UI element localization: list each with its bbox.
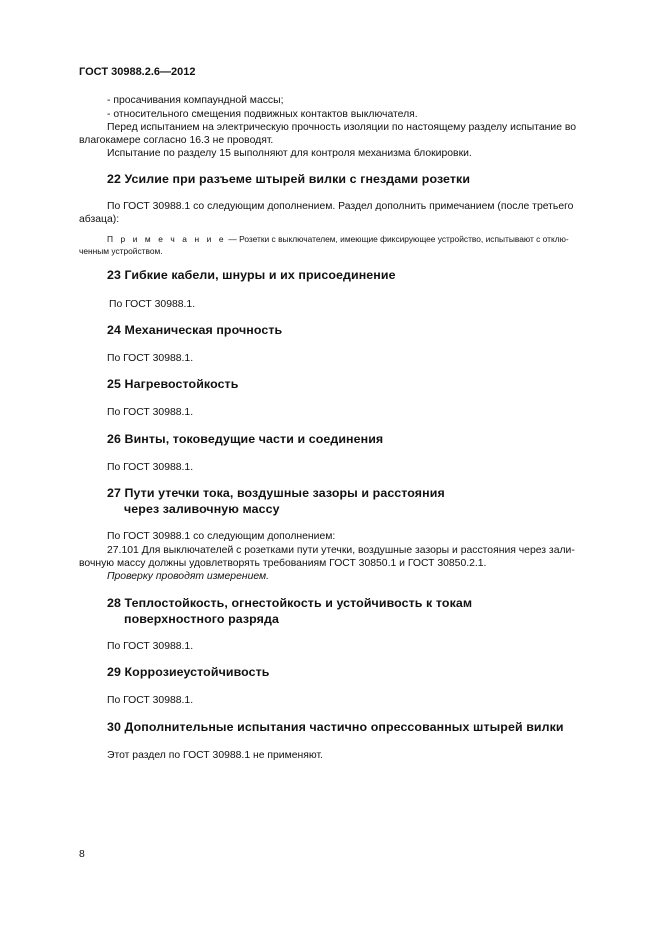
paragraph-line: влагокамере согласно 16.3 не проводят. bbox=[79, 135, 274, 146]
paragraph: По ГОСТ 30988.1 со следующим дополнением: bbox=[107, 531, 336, 542]
paragraph: По ГОСТ 30988.1. bbox=[107, 407, 194, 418]
paragraph-line: Перед испытанием на электрическую прочность изоляции по настоящему разделу испытание во bbox=[107, 122, 577, 133]
section-heading: 28 Теплостойкость, огнестойкость и устойчивость к токам bbox=[107, 596, 473, 610]
note-label: П р и м е ч а н и е bbox=[107, 234, 227, 244]
section-heading: 25 Нагревостойкость bbox=[107, 377, 239, 391]
paragraph-line: По ГОСТ 30988.1 со следующим дополнением. Раздел дополнить примечанием (после третьего bbox=[107, 201, 574, 212]
note-line bbox=[107, 233, 569, 246]
note-line: ченным устройством. bbox=[79, 246, 163, 256]
paragraph: Проверку проводят измерением. bbox=[107, 571, 270, 582]
section-heading: 26 Винты, токоведущие части и соединения bbox=[107, 432, 384, 446]
paragraph: Этот раздел по ГОСТ 30988.1 не применяют. bbox=[107, 750, 323, 761]
paragraph: По ГОСТ 30988.1. bbox=[107, 641, 194, 652]
list-item: - просачивания компаундной массы; bbox=[107, 95, 284, 106]
paragraph: По ГОСТ 30988.1. bbox=[107, 695, 194, 706]
section-heading: 22 Усилие при разъеме штырей вилки с гнездами розетки bbox=[107, 172, 471, 186]
paragraph: Испытание по разделу 15 выполняют для контроля механизма блокировки. bbox=[107, 148, 472, 159]
section-heading: 27 Пути утечки тока, воздушные зазоры и расстояния bbox=[107, 486, 445, 500]
section-heading: 30 Дополнительные испытания частично опрессованных штырей вилки bbox=[107, 720, 564, 734]
paragraph-line: абзаца): bbox=[79, 214, 120, 225]
paragraph: По ГОСТ 30988.1. bbox=[107, 353, 194, 364]
note-text: — Розетки с выключателем, имеющие фиксирующее устройство, испытывают с отклю- bbox=[226, 234, 569, 244]
list-item: - относительного смещения подвижных контактов выключателя. bbox=[107, 109, 418, 120]
page-number: 8 bbox=[79, 849, 85, 860]
section-heading: 24 Механическая прочность bbox=[107, 323, 283, 337]
section-heading: через заливочную массу bbox=[124, 502, 280, 516]
section-heading: поверхностного разряда bbox=[124, 612, 279, 626]
paragraph-line: вочную массу должны удовлетворять требованиям ГОСТ 30850.1 и ГОСТ 30850.2.1. bbox=[79, 558, 487, 569]
section-heading: 23 Гибкие кабели, шнуры и их присоединение bbox=[107, 268, 396, 282]
document-header: ГОСТ 30988.2.6—2012 bbox=[79, 66, 196, 78]
paragraph: По ГОСТ 30988.1. bbox=[109, 299, 196, 310]
paragraph: По ГОСТ 30988.1. bbox=[107, 462, 194, 473]
section-heading: 29 Коррозиеустойчивость bbox=[107, 665, 270, 679]
paragraph-line: 27.101 Для выключателей с розетками пути утечки, воздушные зазоры и расстояния через зали- bbox=[107, 545, 575, 556]
